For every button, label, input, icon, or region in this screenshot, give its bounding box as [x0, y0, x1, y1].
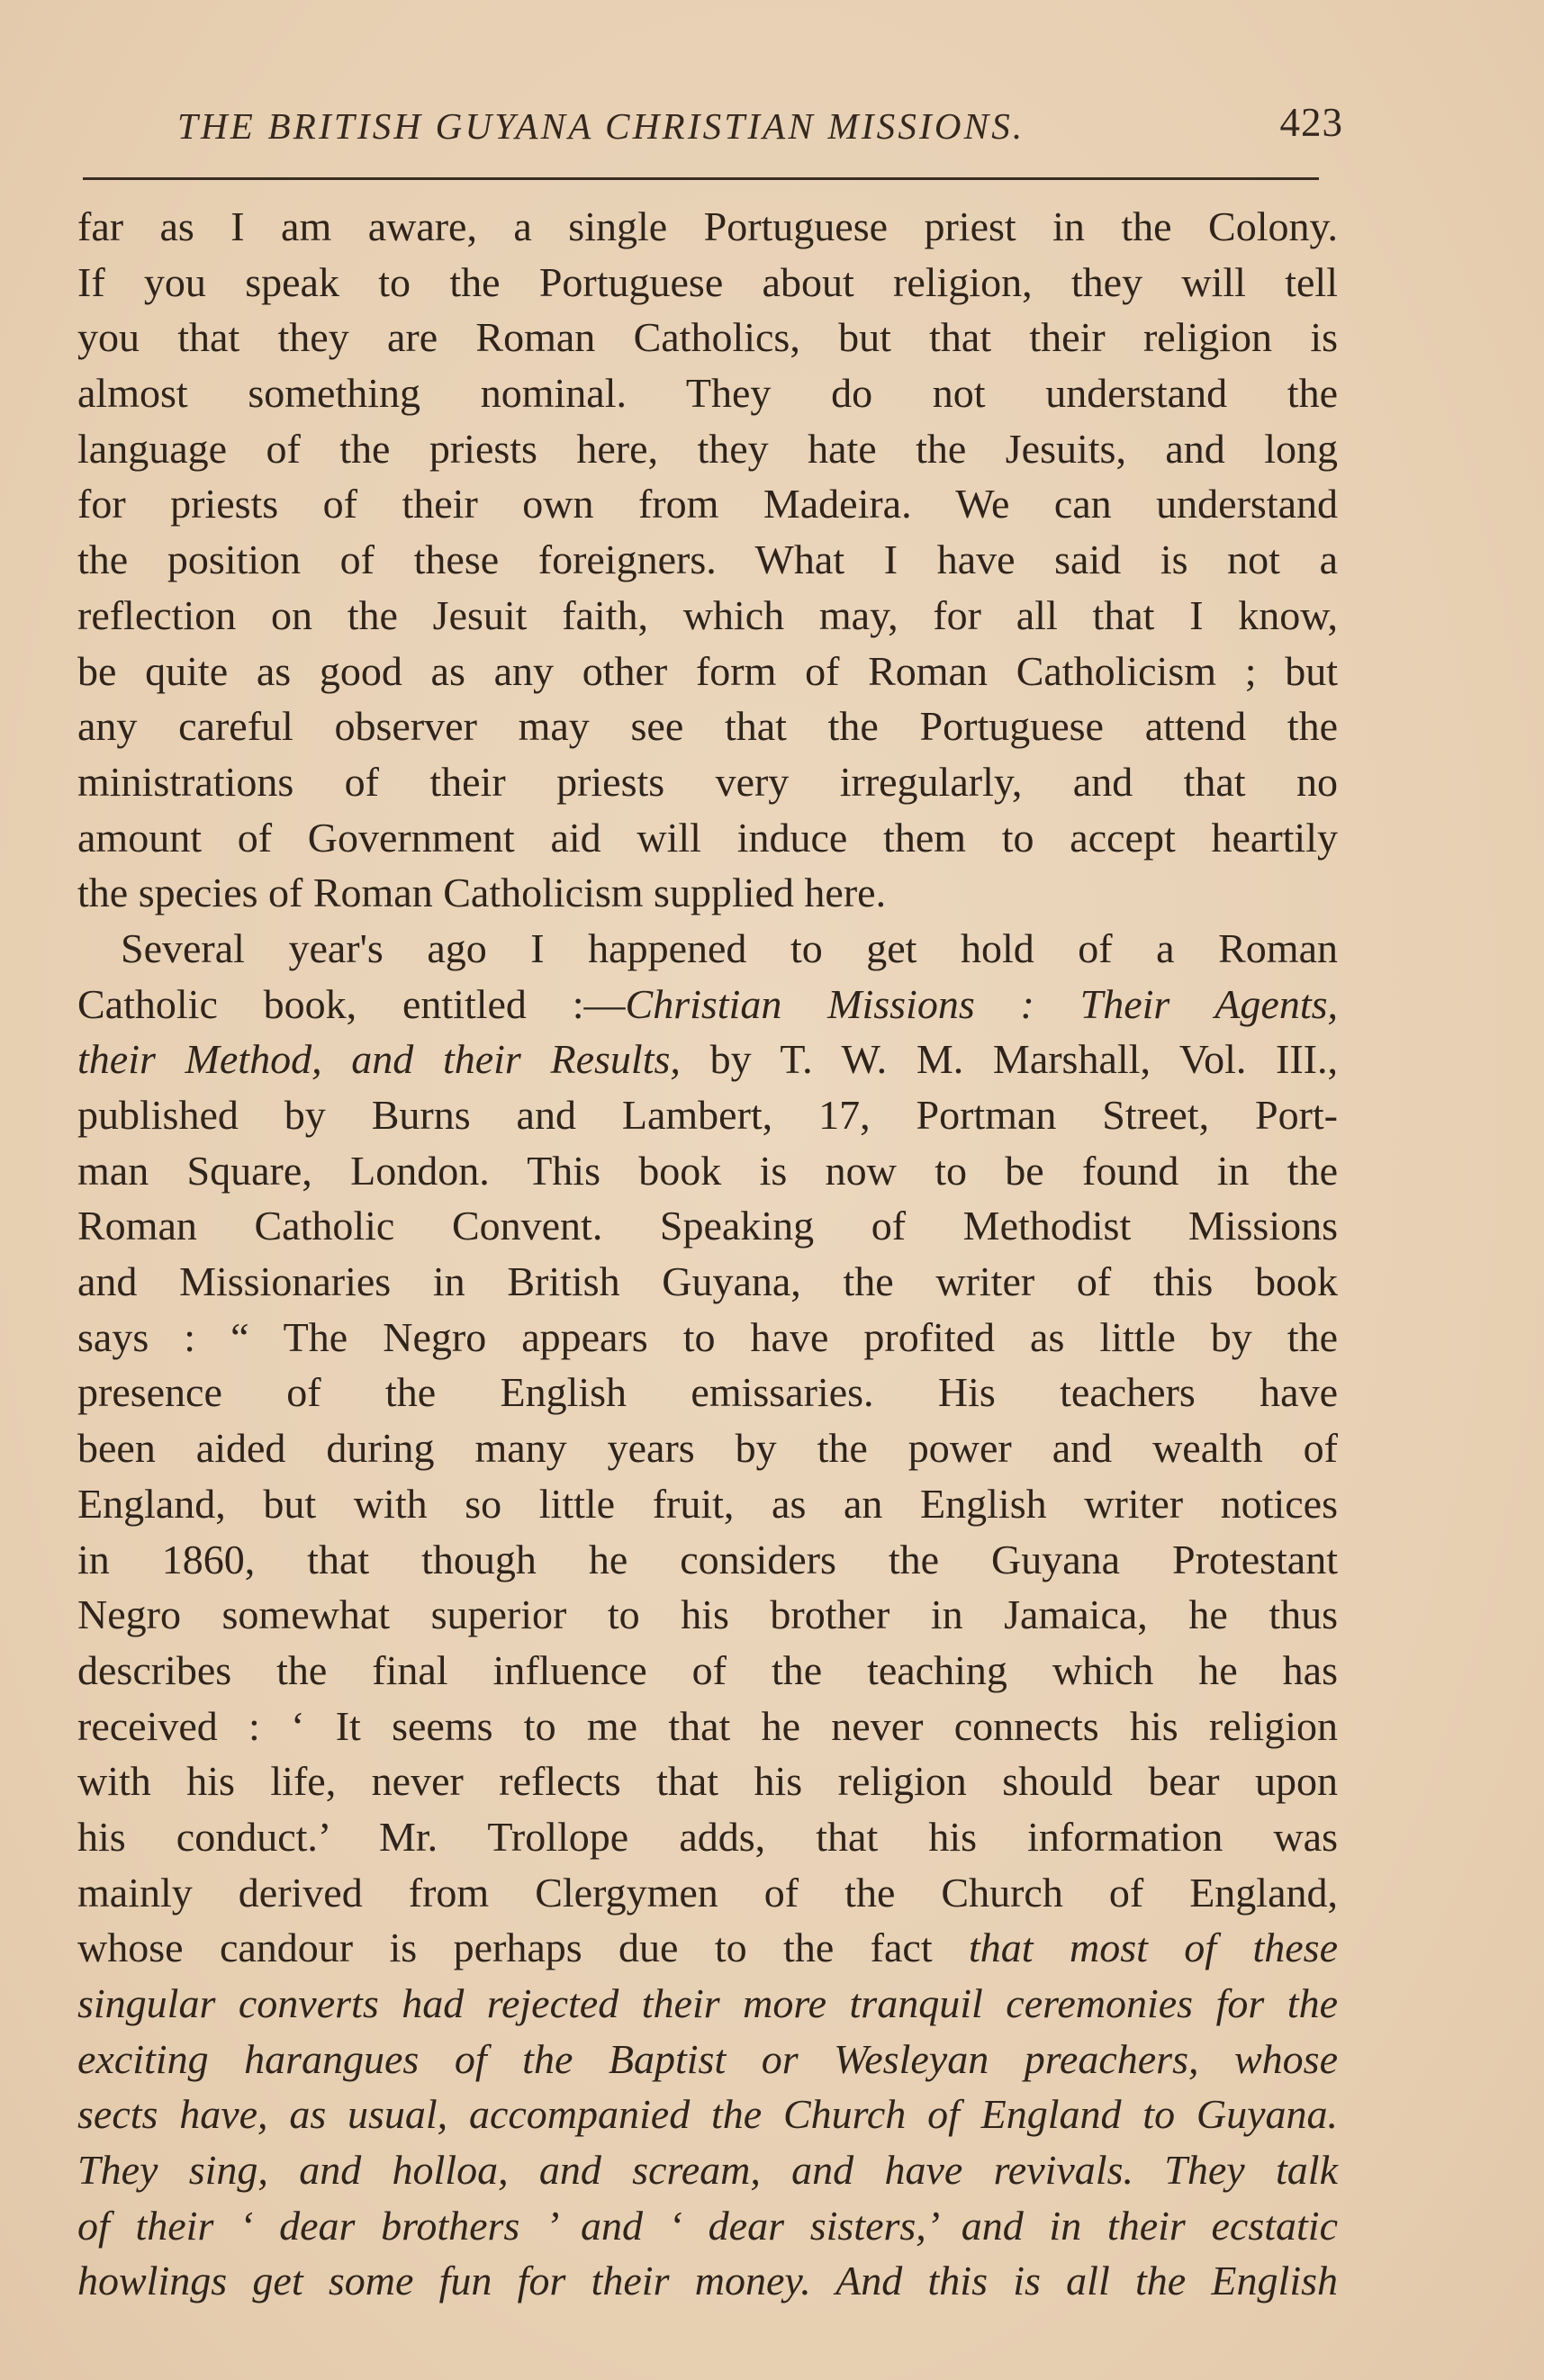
text-line — [77, 1476, 1338, 1532]
text-segment: been aided during many years by the power and wealth of — [77, 1425, 1338, 1472]
text-line — [77, 2032, 1338, 2087]
text-segment: Roman Catholic Convent. Speaking of Methodist Missions — [77, 1203, 1338, 1249]
text-line — [77, 1310, 1338, 1366]
text-segment: the species of Roman Catholicism supplied here. — [77, 870, 887, 916]
italic-text: sects have, as usual, accompanied the Church of England to Guyana. — [77, 2091, 1338, 2138]
text-segment: received : ‘ It seems to me that he never connects his religion — [77, 1702, 1338, 1749]
page-number: 423 — [1279, 100, 1343, 145]
text-line — [77, 1865, 1338, 1921]
italic-text: Christian Missions : Their Agents, — [625, 980, 1339, 1027]
text-segment: England, but with so little fruit, as an English writer notices — [77, 1480, 1338, 1527]
text-line — [77, 810, 1338, 866]
text-line — [77, 1532, 1338, 1588]
text-segment: in 1860, that though he considers the Guyana Protestant — [77, 1536, 1338, 1582]
italic-text: They sing, and holloa, and scream, and have revivals. They talk — [77, 2147, 1338, 2194]
text-line — [77, 1643, 1338, 1699]
text-line — [77, 2087, 1338, 2142]
text-line — [77, 644, 1338, 699]
text-segment: published by Burns and Lambert, 17, Portman Street, Port- — [77, 1092, 1338, 1138]
text-line — [77, 1420, 1338, 1476]
text-segment: be quite as good as any other form of Roman Catholicism ; but — [77, 647, 1338, 694]
text-segment: says : “ The Negro appears to have profited as little by the — [77, 1313, 1338, 1360]
text-segment: the position of these foreigners. What I have said is not a — [77, 536, 1338, 583]
text-line — [77, 921, 1338, 977]
text-segment: amount of Government aid will induce them to accept heartily — [77, 814, 1338, 861]
text-line — [77, 1254, 1338, 1310]
italic-text: that most of these — [969, 1925, 1338, 1971]
italic-text: of their ‘ dear brothers ’ and ‘ dear sisters,’ and in their ecstatic — [77, 2202, 1338, 2249]
text-line — [77, 699, 1338, 754]
text-line — [77, 1809, 1338, 1865]
text-line — [77, 2142, 1338, 2198]
text-segment: with his life, never reflects that his religion should bear upon — [77, 1758, 1338, 1805]
italic-text: singular converts had rejected their more tranquil ceremonies for the — [77, 1980, 1338, 2026]
text-line — [77, 1365, 1338, 1420]
text-segment: whose candour is perhaps due to the fact — [77, 1925, 970, 1971]
text-line — [77, 476, 1338, 532]
text-segment: Negro somewhat superior to his brother in Jamaica, he thus — [77, 1591, 1338, 1638]
text-line — [77, 1032, 1338, 1087]
text-line — [77, 977, 1338, 1032]
text-line — [77, 754, 1338, 810]
text-segment: almost something nominal. They do not understand the — [77, 370, 1338, 417]
text-segment: by T. W. M. Marshall, Vol. III., — [680, 1036, 1339, 1083]
text-segment: far as I am aware, a single Portuguese priest in the Colony. — [77, 203, 1338, 249]
text-line — [77, 2198, 1338, 2254]
text-line — [77, 588, 1338, 644]
text-line — [77, 1143, 1338, 1199]
running-title: THE BRITISH GUYANA CHRISTIAN MISSIONS. — [177, 105, 1025, 147]
running-header — [83, 99, 1343, 153]
text-segment: presence of the English emissaries. His teachers have — [77, 1369, 1338, 1416]
text-line — [77, 1699, 1338, 1754]
text-segment: describes the final influence of the teaching which he has — [77, 1646, 1338, 1693]
text-line — [77, 310, 1338, 365]
text-segment: his conduct.’ Mr. Trollope adds, that his information was — [77, 1813, 1338, 1860]
text-line — [77, 255, 1338, 311]
text-segment: you that they are Roman Catholics, but that their religion is — [77, 314, 1338, 361]
text-segment: ministrations of their priests very irregularly, and that no — [77, 758, 1338, 805]
text-line — [77, 199, 1338, 255]
text-line — [77, 1198, 1338, 1254]
text-line — [77, 421, 1338, 477]
text-segment: man Square, London. This book is now to be found in the — [77, 1147, 1338, 1194]
header-rule — [83, 177, 1319, 180]
text-segment: Catholic book, entitled :— — [77, 980, 626, 1027]
italic-text: exciting harangues of the Baptist or Wesleyan preachers, whose — [77, 2035, 1338, 2082]
italic-text: howlings get some fun for their money. And this is all the English — [77, 2258, 1338, 2304]
text-line — [77, 1753, 1338, 1809]
text-segment: reflection on the Jesuit faith, which may, for all that I know, — [77, 591, 1338, 638]
text-line — [77, 532, 1338, 588]
text-line — [77, 865, 1338, 921]
text-segment: mainly derived from Clergymen of the Church of England, — [77, 1869, 1338, 1916]
text-line — [77, 1587, 1338, 1643]
italic-text: their Method, and their Results, — [77, 1036, 681, 1083]
text-segment: Several year's ago I happened to get hold of a Roman — [121, 924, 1338, 971]
text-segment: for priests of their own from Madeira. We can understand — [77, 481, 1338, 527]
text-segment: any careful observer may see that the Portuguese attend the — [77, 703, 1338, 750]
text-segment: language of the priests here, they hate the Jesuits, and long — [77, 425, 1338, 472]
text-line — [77, 1976, 1338, 2032]
text-segment: and Missionaries in British Guyana, the writer of this book — [77, 1258, 1338, 1305]
text-line — [77, 1920, 1338, 1976]
text-segment: If you speak to the Portuguese about religion, they will tell — [77, 258, 1338, 305]
text-line — [77, 365, 1338, 421]
body-text — [77, 199, 1338, 2309]
text-line — [77, 2253, 1338, 2309]
text-line — [77, 1087, 1338, 1143]
